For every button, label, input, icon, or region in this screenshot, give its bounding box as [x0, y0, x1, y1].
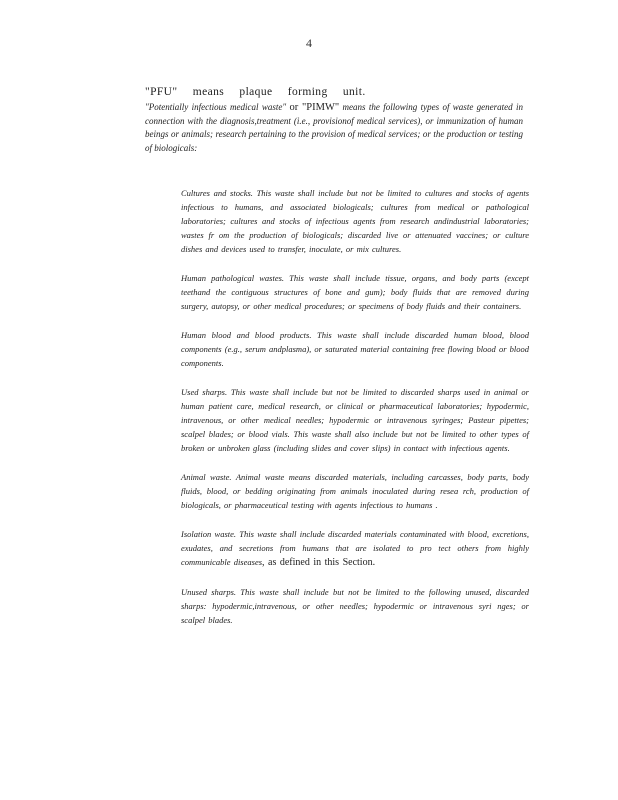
- item-text: Human pathological wastes. This waste shall include tissue, organs, and body parts (except teethand the contiguous structures of bone and gum); body fluids that are removed during surgery, autopsy, or other medical procedures; or specimens of body fluids and their containers.: [181, 273, 529, 311]
- pimw-description: means the following types of waste generated in connection with the diagnosis,treatment (i.e., provisionof medical services), or immunization of human beings or animals; research pertaining to the provision of medical services; or the production or testing of biologicals:: [145, 102, 524, 153]
- pimw-term: "Potentially infectious medical waste": [145, 102, 287, 112]
- list-item-unused-sharps: [181, 585, 529, 627]
- list-item-isolation-waste: [181, 527, 529, 570]
- list-item-animal-waste: [181, 470, 529, 512]
- item-text: Animal waste. Animal waste means discarded materials, including carcasses, body parts, body fluids, blood, or bedding originating from animals inoculated during resea rch, production of biologicals, or pharmaceutical testing with agents infectious to humans .: [181, 472, 529, 510]
- item-text: Isolation waste. This waste shall include discarded materials contaminated with blood, excretions, exudates, and secretions from humans that are isolated to pro tect others from highly communicable diseases: [181, 529, 529, 567]
- item-text: Cultures and stocks. This waste shall include but not be limited to cultures and stocks of agents infectious to humans, and associated biologicals; cultures from medical or pathological laboratories; cultures and stocks of infectious agents from research andindustrial laboratories; wastes fr om the production of biologicals; discarded live or attenuated vaccines; or culture dishes and devices used to transfer, inoculate, or mix cultures.: [181, 188, 529, 254]
- page-number: 4: [306, 36, 312, 50]
- list-item-used-sharps: [181, 385, 529, 455]
- pfu-definition: "PFU" means plaque forming unit.: [145, 86, 366, 98]
- item-text: Unused sharps. This waste shall include but not be limited to the following unused, discarded sharps: hypodermic,intravenous, or other needles; hypodermic or intravenous syri nges; or scalpel blades.: [181, 587, 529, 625]
- list-item-blood: [181, 328, 529, 370]
- definitions-block: [145, 86, 523, 155]
- list-item-cultures: [181, 186, 529, 256]
- item-suffix: , as defined in this Section.: [262, 557, 376, 568]
- item-text: Used sharps. This waste shall include but not be limited to discarded sharps used in animal or human patient care, medical research, or clinical or pharmaceutical laboratories; hypodermic, intravenous, or other medical needles; hypodermic or intravenous syringes; Pasteur pipettes; scalpel blades; or blood vials. This waste shall also include but not be limited to other types of broken or unbroken glass (including slides and cover slips) in contact with infectious agents.: [181, 387, 529, 453]
- list-item-pathological: [181, 271, 529, 313]
- waste-categories-list: [181, 186, 529, 642]
- item-text: Human blood and blood products. This waste shall include discarded human blood, blood components (e.g., serum andplasma), or saturated material containing free flowing blood or blood components.: [181, 330, 529, 368]
- pimw-definition: [145, 101, 523, 155]
- pimw-abbreviation: or "PIMW": [289, 102, 340, 113]
